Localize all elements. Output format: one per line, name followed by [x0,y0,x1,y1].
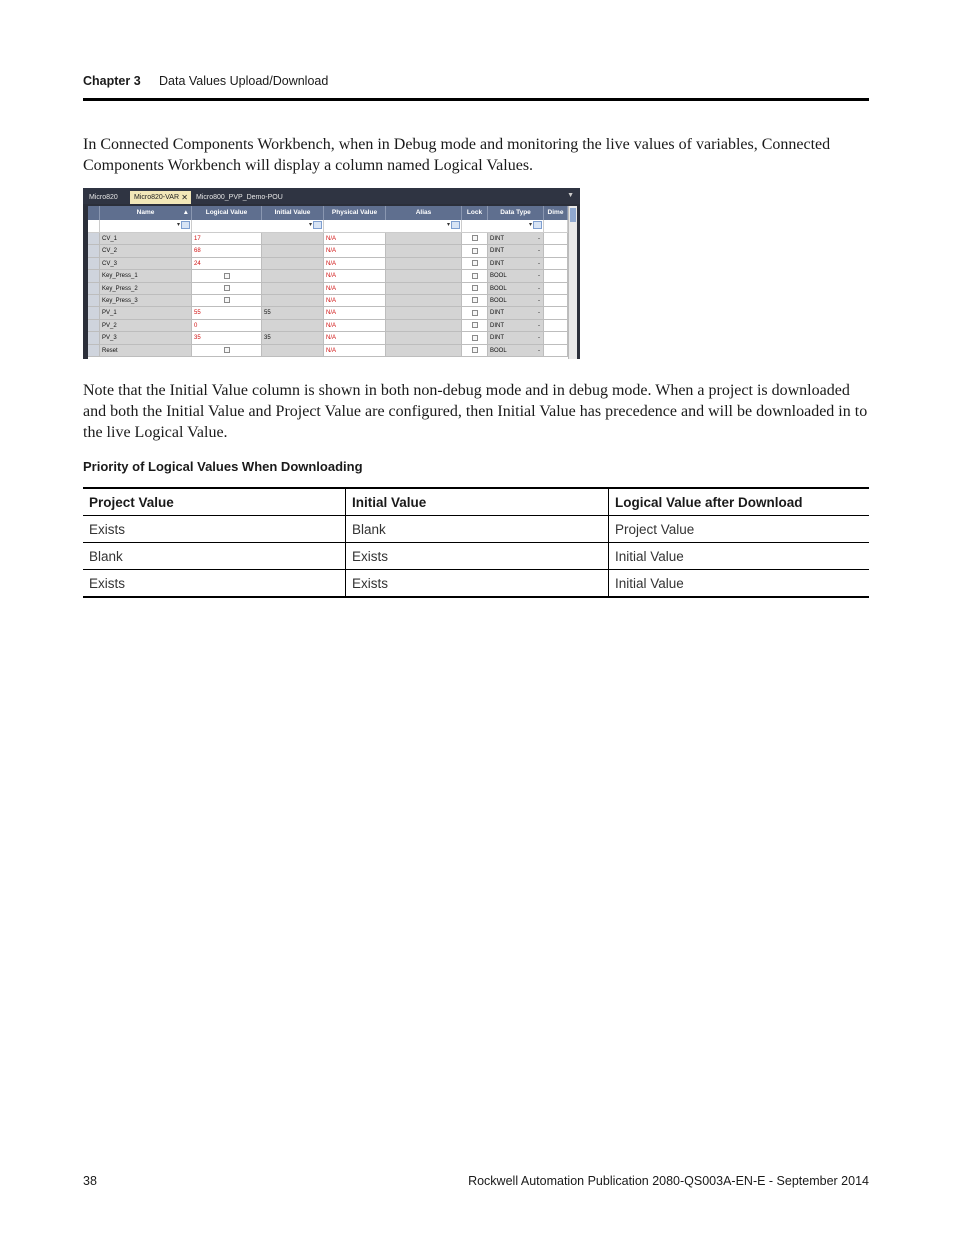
alias-cell[interactable] [386,258,462,270]
cell-text: DINT [490,335,504,342]
cell-text: N/A [326,260,337,267]
column-label: Lock [466,209,483,216]
variable-name-cell[interactable] [100,332,192,344]
column-label: Name [136,209,155,216]
checkbox[interactable] [224,297,230,303]
lock-cell[interactable] [462,233,488,245]
dimension-cell[interactable] [544,295,568,307]
cell-text: 68 [194,248,201,255]
cell-text: PV_3 [102,335,117,342]
data-type-cell[interactable] [488,332,544,344]
tab-label: Micro820 [89,194,118,201]
cell-text: N/A [326,322,337,329]
logical-value-cell[interactable] [192,283,262,295]
checkbox[interactable] [472,285,478,291]
checkbox[interactable] [472,310,478,316]
table-row [83,543,869,570]
variables-grid [88,206,568,359]
table-cell: Blank [346,516,609,543]
data-type-cell[interactable] [488,345,544,357]
chevron-down-icon[interactable]: - [538,248,540,255]
table-caption: Priority of Logical Values When Downloading [83,459,363,474]
lock-cell[interactable] [462,258,488,270]
row-header-corner [88,206,100,220]
physical-value-cell[interactable] [324,332,386,344]
checkbox[interactable] [472,273,478,279]
filter-icon[interactable] [451,221,460,229]
logical-value-cell[interactable] [192,258,262,270]
variable-name-cell[interactable] [100,345,192,357]
column-header-logical-value[interactable] [192,206,262,220]
physical-value-cell[interactable] [324,258,386,270]
table-row[interactable] [88,307,568,319]
checkbox[interactable] [472,335,478,341]
cell-text: N/A [326,285,337,292]
lock-cell[interactable] [462,245,488,257]
data-type-cell[interactable] [488,245,544,257]
logical-value-cell[interactable] [192,320,262,332]
initial-value-cell[interactable] [262,320,324,332]
logical-value-cell[interactable] [192,233,262,245]
checkbox[interactable] [472,347,478,353]
priority-table [83,487,869,598]
alias-cell[interactable] [386,320,462,332]
cell-text: PV_1 [102,310,117,317]
filter-row-header [88,220,100,232]
table-cell: Exists [83,516,346,543]
alias-cell[interactable] [386,307,462,319]
filter-data-type[interactable] [462,220,544,232]
data-type-cell[interactable] [488,320,544,332]
variable-name-cell[interactable] [100,307,192,319]
cell-text: N/A [326,335,337,342]
cell-text: BOOL [490,347,507,354]
cell-text: DINT [490,310,504,317]
physical-value-cell[interactable] [324,245,386,257]
table-row[interactable] [88,245,568,257]
chevron-down-icon[interactable]: - [538,310,540,317]
header-logical-value: Logical Value after Download [609,488,870,516]
table-row[interactable] [88,283,568,295]
table-row[interactable] [88,320,568,332]
lock-cell[interactable] [462,345,488,357]
scrollbar-thumb[interactable] [570,208,576,222]
filter-icon[interactable] [181,221,190,229]
column-header-initial-value[interactable] [262,206,324,220]
column-header-data-type[interactable] [488,206,544,220]
initial-value-cell[interactable] [262,307,324,319]
initial-value-cell[interactable] [262,258,324,270]
cell-text: PV_2 [102,322,117,329]
cell-text: Reset [102,347,118,354]
chevron-down-icon[interactable]: ▾ [176,222,180,228]
alias-cell[interactable] [386,245,462,257]
table-row[interactable] [88,270,568,282]
table-cell: Exists [346,543,609,570]
data-type-cell[interactable] [488,258,544,270]
logical-value-cell[interactable] [192,270,262,282]
chevron-down-icon[interactable]: - [538,285,540,292]
table-cell: Initial Value [609,543,870,570]
cell-text: N/A [326,248,337,255]
close-icon[interactable]: ✕ [181,193,188,202]
lock-cell[interactable] [462,332,488,344]
lock-cell[interactable] [462,270,488,282]
sort-up-icon: ▲ [182,209,189,216]
checkbox[interactable] [472,260,478,266]
tab-micro820[interactable] [85,191,129,204]
dimension-cell[interactable] [544,345,568,357]
checkbox[interactable] [224,285,230,291]
cell-text: DINT [490,322,504,329]
cell-text: 55 [264,310,271,317]
logical-value-cell[interactable] [192,307,262,319]
cell-text: 0 [194,322,198,329]
table-cell: Exists [83,570,346,598]
row-header[interactable] [88,320,100,332]
initial-value-cell[interactable] [262,233,324,245]
variable-name-cell[interactable] [100,270,192,282]
checkbox[interactable] [472,235,478,241]
alias-cell[interactable] [386,283,462,295]
chevron-down-icon[interactable]: ▾ [308,222,312,228]
chevron-down-icon[interactable]: - [538,347,540,354]
dimension-cell[interactable] [544,233,568,245]
physical-value-cell[interactable] [324,233,386,245]
cell-text: 24 [194,260,201,267]
physical-value-cell[interactable] [324,320,386,332]
checkbox[interactable] [224,347,230,353]
dimension-cell[interactable] [544,332,568,344]
cell-text: DINT [490,236,504,242]
row-header[interactable] [88,295,100,307]
chevron-down-icon[interactable]: ▼ [567,192,574,199]
cell-text: CV_1 [102,236,118,242]
initial-value-cell[interactable] [262,283,324,295]
chevron-down-icon[interactable]: - [538,260,540,267]
tab-label: Micro820-VAR [134,194,179,201]
cell-text: N/A [326,273,337,280]
filter-name[interactable] [100,220,192,232]
row-header[interactable] [88,270,100,282]
data-type-cell[interactable] [488,283,544,295]
alias-cell[interactable] [386,295,462,307]
cell-text: CV_2 [102,248,118,255]
initial-value-cell[interactable] [262,332,324,344]
filter-icon[interactable] [533,221,542,229]
initial-value-cell[interactable] [262,295,324,307]
cell-text: 17 [194,236,201,242]
table-row[interactable] [88,295,568,307]
physical-value-cell[interactable] [324,270,386,282]
note-paragraph: Note that the Initial Value column is shown in both non-debug mode and in debug mode. When a project is downloaded and both the Initial Value and Project Value are configured, then Initial Value has precedence and will be downloaded in to the live Logical Value. [83,382,868,441]
dimension-cell[interactable] [544,320,568,332]
initial-value-cell[interactable] [262,270,324,282]
variable-name-cell[interactable] [100,320,192,332]
editor-tab-bar [83,188,580,204]
table-row[interactable] [88,258,568,270]
publication-info: Rockwell Automation Publication 2080-QS003A-EN-E - September 2014 [468,1174,869,1188]
initial-value-cell[interactable] [262,245,324,257]
data-type-cell[interactable] [488,233,544,245]
filter-dimension[interactable] [544,220,568,232]
filter-values[interactable] [192,220,324,232]
table-row[interactable] [88,332,568,344]
chevron-down-icon[interactable]: - [538,273,540,280]
cell-text: BOOL [490,298,507,304]
cell-text: BOOL [490,285,507,292]
row-header[interactable] [88,258,100,270]
table-row[interactable] [88,345,568,357]
cell-text: Key_Press_2 [102,285,138,292]
logical-value-cell[interactable] [192,345,262,357]
cell-text: BOOL [490,273,507,280]
tab-micro820-var[interactable] [130,191,191,204]
checkbox[interactable] [224,273,230,279]
filter-alias[interactable] [324,220,462,232]
column-header-dimension[interactable] [544,206,568,220]
checkbox[interactable] [472,248,478,254]
row-header[interactable] [88,345,100,357]
alias-cell[interactable] [386,233,462,245]
chevron-down-icon[interactable]: - [538,236,540,242]
lock-cell[interactable] [462,320,488,332]
chevron-down-icon[interactable]: - [538,298,540,304]
physical-value-cell[interactable] [324,283,386,295]
column-header-name[interactable] [100,206,192,220]
cell-text: N/A [326,347,337,354]
column-label: Data Type [500,209,531,216]
cell-text: DINT [490,260,504,267]
dimension-cell[interactable] [544,245,568,257]
chevron-down-icon[interactable]: - [538,335,540,342]
column-header-physical-value[interactable] [324,206,386,220]
chevron-down-icon[interactable]: ▾ [528,222,532,228]
page-header [83,72,869,101]
dimension-cell[interactable] [544,307,568,319]
variables-grid-screenshot [83,188,580,359]
lock-cell[interactable] [462,307,488,319]
row-header[interactable] [88,283,100,295]
variable-name-cell[interactable] [100,283,192,295]
logical-value-cell[interactable] [192,295,262,307]
chapter-label: Chapter 3 [83,74,141,88]
checkbox[interactable] [472,322,478,328]
table-cell: Blank [83,543,346,570]
table-cell: Project Value [609,516,870,543]
physical-value-cell[interactable] [324,307,386,319]
variable-name-cell[interactable] [100,258,192,270]
chapter-title: Data Values Upload/Download [159,74,329,88]
cell-text: CV_3 [102,260,118,267]
initial-value-cell[interactable] [262,345,324,357]
filter-icon[interactable] [313,221,322,229]
header-project-value: Project Value [83,488,346,516]
column-label: Dime [547,209,564,216]
column-label: Alias [415,209,432,216]
cell-text: Key_Press_1 [102,273,138,280]
column-label: Physical Value [331,209,378,216]
data-type-cell[interactable] [488,270,544,282]
checkbox[interactable] [472,297,478,303]
column-label: Initial Value [274,209,311,216]
tab-demo-pou[interactable] [192,191,302,204]
variable-name-cell[interactable] [100,295,192,307]
row-header[interactable] [88,307,100,319]
header-initial-value: Initial Value [346,488,609,516]
chevron-down-icon[interactable]: - [538,322,540,329]
table-row [83,570,869,598]
physical-value-cell[interactable] [324,345,386,357]
alias-cell[interactable] [386,332,462,344]
table-row [83,516,869,543]
lock-cell[interactable] [462,295,488,307]
data-type-cell[interactable] [488,307,544,319]
variable-name-cell[interactable] [100,245,192,257]
page-number: 38 [83,1174,97,1188]
column-header-lock[interactable] [462,206,488,220]
cell-text: N/A [326,310,337,317]
chevron-down-icon[interactable]: ▾ [446,222,450,228]
intro-paragraph: In Connected Components Workbench, when in Debug mode and monitoring the live values of variables, Connected Components Workbench will display a column named Logical Values. [83,136,831,174]
cell-text: DINT [490,248,504,255]
column-header-alias[interactable] [386,206,462,220]
dimension-cell[interactable] [544,283,568,295]
dimension-cell[interactable] [544,270,568,282]
row-header[interactable] [88,332,100,344]
dimension-cell[interactable] [544,258,568,270]
tab-label: Micro800_PVP_Demo-POU [196,194,283,201]
row-header[interactable] [88,245,100,257]
cell-text: 35 [194,335,201,342]
physical-value-cell[interactable] [324,295,386,307]
table-cell: Exists [346,570,609,598]
cell-text: N/A [326,236,337,242]
cell-text: N/A [326,298,337,304]
logical-value-cell[interactable] [192,332,262,344]
filter-row [88,220,568,233]
alias-cell[interactable] [386,345,462,357]
table-header-row [83,488,869,516]
column-label: Logical Value [205,209,248,216]
table-row[interactable] [88,233,568,245]
table-cell: Initial Value [609,570,870,598]
alias-cell[interactable] [386,270,462,282]
vertical-scrollbar[interactable] [568,206,577,359]
cell-text: 55 [194,310,201,317]
lock-cell[interactable] [462,283,488,295]
cell-text: Key_Press_3 [102,298,138,304]
cell-text: 35 [264,335,271,342]
variable-name-cell[interactable] [100,233,192,245]
logical-value-cell[interactable] [192,245,262,257]
row-header[interactable] [88,233,100,245]
data-type-cell[interactable] [488,295,544,307]
